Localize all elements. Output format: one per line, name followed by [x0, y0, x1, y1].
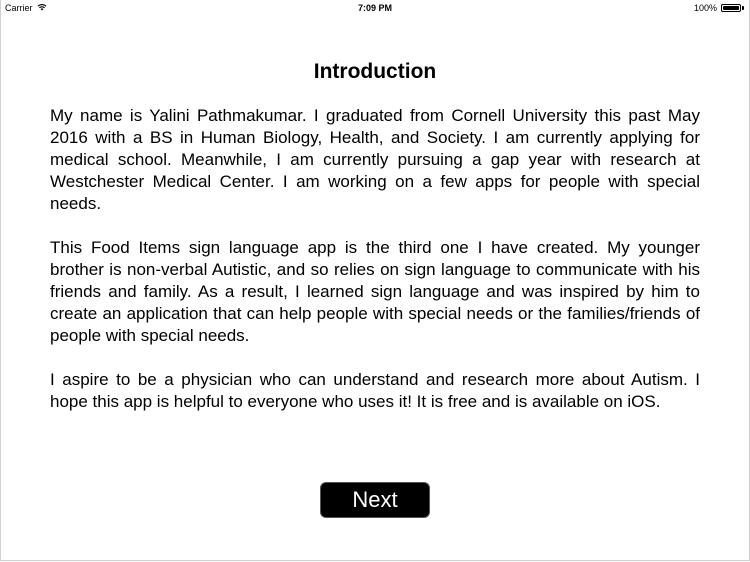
intro-paragraph-1: My name is Yalini Pathmakumar. I graduated from Cornell University this past May 2016 with a BS in Human Biology, Health, and Society. I am currently applying for medical school. Meanwhile, I am currently pursuing a gap year with research at Westchester Medical Center. I am working on a few apps for people with special needs.: [50, 106, 700, 213]
next-button[interactable]: Next: [320, 482, 430, 518]
carrier-label: Carrier: [5, 3, 33, 13]
page-title: Introduction: [313, 60, 437, 83]
battery-icon: [721, 4, 741, 12]
battery-percent: 100%: [693, 3, 717, 13]
intro-content: [50, 105, 700, 435]
intro-paragraph-3: I aspire to be a physician who can understand and research more about Autism. I hope this app is helpful to everyone who uses it! It is free and is available on iOS.: [50, 370, 700, 411]
battery-tip: [742, 6, 744, 10]
status-time: 7:09 PM: [357, 3, 392, 13]
battery-fill: [723, 6, 739, 10]
status-right: [694, 3, 744, 13]
status-bar: [0, 0, 750, 16]
intro-paragraph-2: This Food Items sign language app is the third one I have created. My younger brother is non-verbal Autistic, and so relies on sign language to communicate with his friends and family. As a result, I learned sign language and was inspired by him to create an application that can help people with special needs or the families/friends of people with special needs.: [50, 238, 700, 345]
